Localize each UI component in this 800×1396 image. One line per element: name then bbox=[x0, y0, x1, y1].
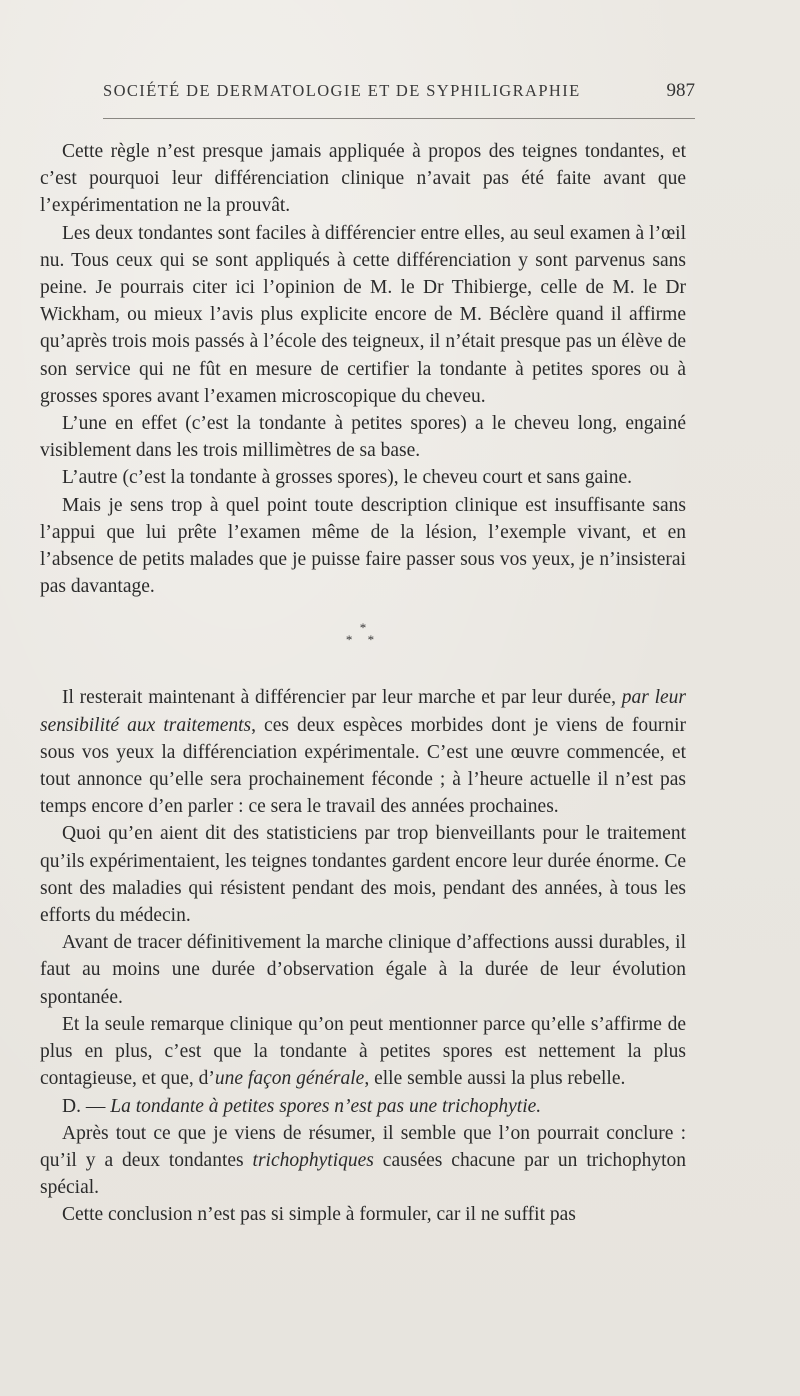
running-title: SOCIÉTÉ DE DERMATOLOGIE ET DE SYPHILIGRAPHIE bbox=[103, 81, 581, 100]
section-title: La tondante à petites spores n’est pas une trichophytie. bbox=[110, 1095, 542, 1117]
paragraph: L’une en effet (c’est la tondante à petites spores) a le cheveu long, engainé visiblement dans les trois millimètres de sa base. bbox=[40, 413, 686, 462]
paragraph: Quoi qu’en aient dit des statisticiens par trop bienveillants pour le traitement qu’ils expérimentaient, les teignes tondantes gardent encore leur durée énorme. Ce sont des maladies qui résistent pendant des mois, pendant des années, à tous les efforts du médecin. bbox=[40, 823, 686, 927]
section-label: D. — bbox=[62, 1095, 111, 1117]
page-number: 987 bbox=[666, 80, 695, 101]
paragraph-text: causées chacune par un trichophyton spécial. bbox=[40, 1149, 687, 1199]
running-header bbox=[103, 80, 695, 108]
paragraph: Les deux tondantes sont faciles à différencier entre elles, au seul examen à l’œil nu. Tous ceux qui se sont appliqués à cette différenciation y sont parvenus sans peine. Je pourrais citer ici l’opinion de M. le Dr Thibierge, celle de M. le Dr Wickham, ou mieux l’avis plus explicite encore de M. Béclère quand il affirme qu’après trois mois passés à l’école des teigneux, il n’était presque pas un élève de son service qui ne fût en mesure de certifier la tondante à petites spores ou à grosses spores avant l’examen microscopique du cheveu. bbox=[40, 222, 686, 407]
section-separator bbox=[40, 622, 686, 646]
paragraph: L’autre (c’est la tondante à grosses spores), le cheveu court et sans gaine. bbox=[62, 467, 632, 489]
paragraph: Mais je sens trop à quel point toute description clinique est insuffisante sans l’appui que lui prête l’examen même de la lésion, l’exemple vivant, et en l’absence de petits malades que je puisse faire passer sous vos yeux, je n’insisterai pas davantage. bbox=[40, 494, 686, 598]
body-text bbox=[40, 138, 686, 1229]
paragraph: Avant de tracer définitivement la marche clinique d’affections aussi durables, il faut au moins une durée d’observation égale à la durée de leur évolution spontanée. bbox=[40, 932, 686, 1008]
paragraph: Cette règle n’est presque jamais appliquée à propos des teignes tondantes, et c’est pourquoi leur différenciation clinique n’avait pas été faite avant que l’expérimentation ne la prouvât. bbox=[40, 141, 686, 217]
italic-phrase: par leur sensibilité aux traitements bbox=[40, 687, 686, 736]
paragraph bbox=[40, 1120, 686, 1202]
italic-phrase: une façon générale bbox=[214, 1068, 365, 1090]
header-rule bbox=[103, 118, 695, 119]
paragraph-text: Et la seule remarque clinique qu’on peut mentionner parce qu’elle s’affirme de plus en plus, c’est que la tondante à petites spores est nettement la plus contagieuse, et que, d’ bbox=[40, 1013, 686, 1090]
paragraph-text: Il resterait maintenant à différencier par leur marche et par leur durée, bbox=[62, 687, 622, 709]
paragraph bbox=[40, 1011, 686, 1093]
asterism-top: * bbox=[359, 620, 367, 636]
paragraph-text: , elle semble aussi la plus rebelle. bbox=[364, 1068, 626, 1090]
paragraph-text: , ces deux espèces morbides dont je viens de fournir sous vos yeux la différenciation expérimentale. C’est une œuvre commencée, et tout annonce qu’elle sera prochainement féconde ; à l’heure actuelle il n’est pas temps encore d’en parler : ce sera le travail des années prochaines. bbox=[40, 714, 686, 818]
asterism-bottom: * * bbox=[345, 632, 381, 648]
section-heading bbox=[40, 1093, 686, 1120]
italic-phrase: trichophytiques bbox=[252, 1149, 374, 1171]
paragraph: Cette conclusion n’est pas si simple à formuler, car il ne suffit pas bbox=[62, 1204, 576, 1226]
paragraph-text: Après tout ce que je viens de résumer, il semble que l’on pourrait conclure : qu’il y a deux tondantes bbox=[40, 1122, 686, 1171]
paragraph bbox=[40, 684, 686, 820]
